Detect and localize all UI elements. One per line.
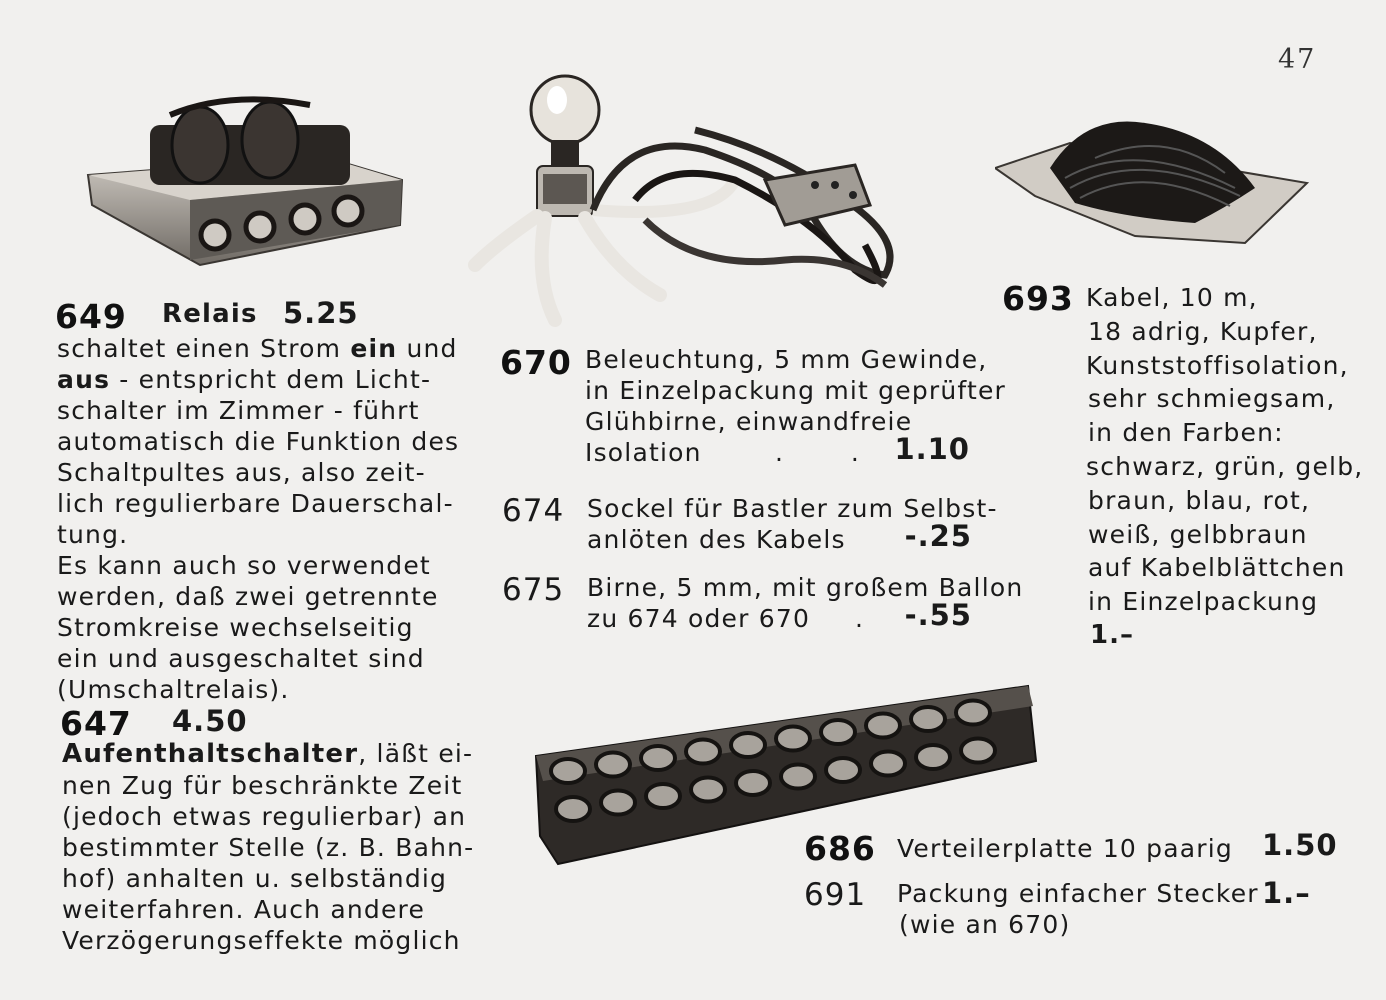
- socket-hole: [641, 746, 675, 770]
- price-675: -.55: [904, 598, 972, 632]
- price-670: 1.10: [894, 432, 970, 466]
- article-number-674: 674: [502, 493, 565, 529]
- socket-hole: [646, 784, 680, 808]
- socket-hole: [821, 720, 855, 744]
- cable-bundle-photo: [995, 108, 1310, 248]
- product-name-relais: Relais: [162, 299, 258, 329]
- relay-photo: [80, 85, 410, 270]
- socket-hole: [601, 791, 635, 815]
- description-647: Aufenthaltschalter, läßt ei- nen Zug für beschränkte Zeit (jedoch etwas regulierbar) an bestimmter Stelle (z. B. Bahn- hof) anhalten u. selbständig weiterfahren. Auch andere Verzögerungseffekte möglich: [62, 739, 475, 955]
- description-649: schaltet einen Strom ein und aus - entspricht dem Licht- schalter im Zimmer - führt automatisch die Funktion des Schaltpultes aus, also zeit- lich regulierbare Dauerschal- tung. Es kann auch so verwendet werden, daß zwei getrennte Stromkreise wechselseitig ein und ausgeschaltet sind (Umschaltrelais).: [57, 334, 460, 704]
- socket-hole: [871, 752, 905, 776]
- socket-hole: [551, 759, 585, 783]
- description-686: Verteilerplatte 10 paarig: [897, 834, 1233, 863]
- socket-hole: [781, 765, 815, 789]
- socket-hole: [916, 745, 950, 769]
- description-674: Sockel für Bastler zum Selbst- anlöten des Kabels -.25: [587, 494, 998, 554]
- description-670: Beleuchtung, 5 mm Gewinde, in Einzelpackung mit geprüfter Glühbirne, einwandfreie Isolation . . 1.10: [585, 345, 1007, 467]
- article-number-670: 670: [500, 343, 572, 382]
- price-647: 4.50: [172, 704, 248, 738]
- price-674: -.25: [904, 519, 972, 553]
- socket-hole: [956, 701, 990, 725]
- price-691: 1.–: [1262, 876, 1311, 910]
- price-649: 5.25: [283, 296, 359, 330]
- article-number-693: 693: [1002, 279, 1074, 318]
- socket-hole: [686, 740, 720, 764]
- socket-hole: [776, 727, 810, 751]
- lamp-socket-photo: [465, 70, 915, 335]
- socket-hole: [961, 739, 995, 763]
- socket-hole: [731, 733, 765, 757]
- price-693: 1.–: [1090, 619, 1134, 650]
- socket-hole: [826, 758, 860, 782]
- description-675: Birne, 5 mm, mit großem Ballon zu 674 oder 670 . -.55: [587, 573, 1024, 633]
- article-number-647: 647: [60, 704, 132, 743]
- description-691: Packung einfacher Stecker (wie an 670): [897, 879, 1259, 939]
- socket-hole: [866, 714, 900, 738]
- article-number-649: 649: [55, 297, 127, 336]
- article-number-675: 675: [502, 572, 565, 608]
- socket-hole: [556, 797, 590, 821]
- price-686: 1.50: [1262, 828, 1338, 862]
- page-number: 47: [1278, 44, 1317, 75]
- article-number-691: 691: [804, 877, 867, 913]
- socket-hole: [736, 771, 770, 795]
- socket-hole: [596, 753, 630, 777]
- article-number-686: 686: [804, 829, 876, 868]
- socket-hole: [911, 707, 945, 731]
- socket-hole: [691, 778, 725, 802]
- description-693: Kabel, 10 m, 18 adrig, Kupfer, Kunststoffisolation, sehr schmiegsam, in den Farben: schwarz, grün, gelb, braun, blau, rot, weiß, gelbbraun auf Kabelblättchen in Einzelpackung 1.–: [1086, 281, 1366, 653]
